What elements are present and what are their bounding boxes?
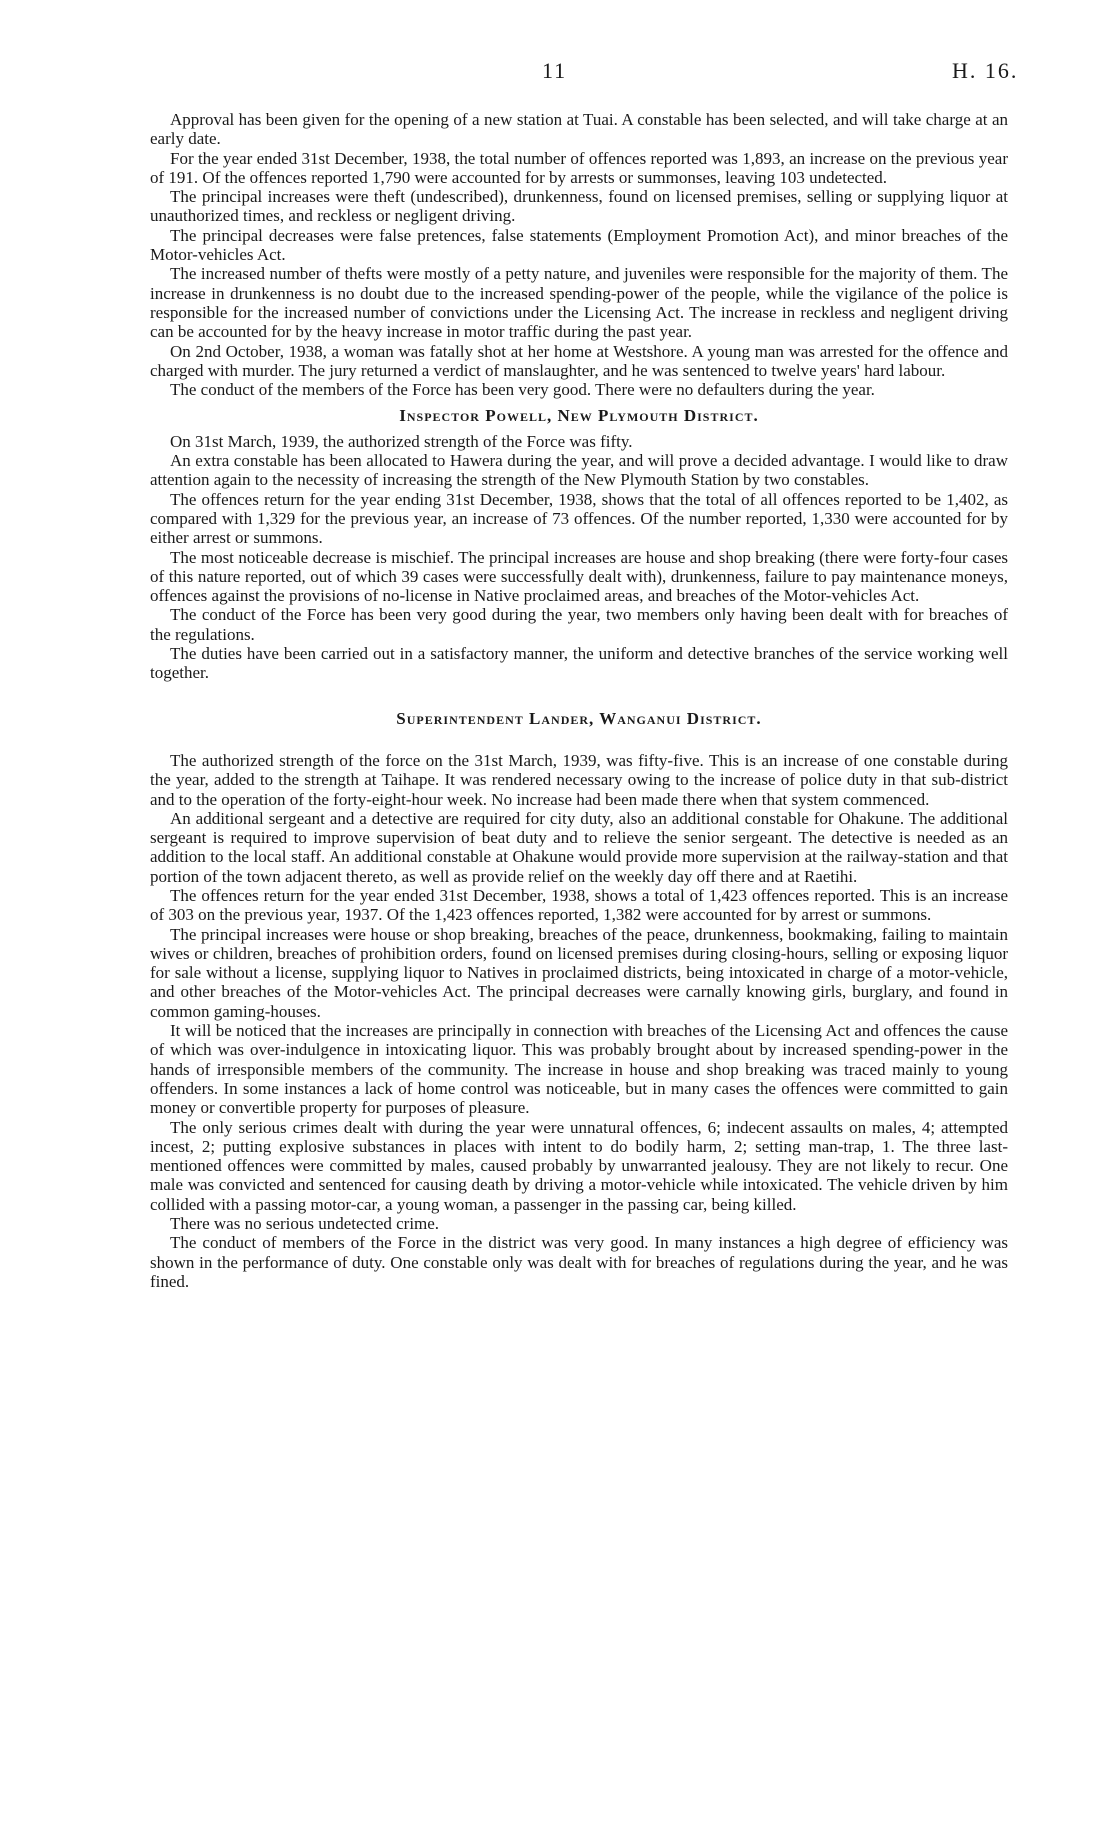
paragraph: The conduct of the Force has been very good during the year, two members only having been dealt with for breaches of the regulations. bbox=[150, 605, 1008, 644]
section-heading-new-plymouth: Inspector Powell, New Plymouth District. bbox=[399, 406, 759, 426]
paragraph: On 2nd October, 1938, a woman was fatally shot at her home at Westshore. A young man was arrested for the offence and charged with murder. The jury returned a verdict of manslaughter, and he was sentenced to twelve years' hard labour. bbox=[150, 341, 1008, 380]
paragraph: An extra constable has been allocated to Hawera during the year, and will prove a decided advantage. I would like to draw attention again to the necessity of increasing the strength of the New Plymouth Station by two constables. bbox=[150, 451, 1008, 490]
paragraph: The offences return for the year ending 31st December, 1938, shows that the total of all offences reported to be 1,402, as compared with 1,329 for the previous year, an increase of 73 offences. Of the number reported, 1,330 were accounted for by either arrest or summons. bbox=[150, 489, 1008, 548]
paragraph: The authorized strength of the force on the 31st March, 1939, was fifty-five. This is an increase of one constable during the year, added to the strength at Taihape. It was rendered necessary owing to the increase of police duty in that sub-district and to the operation of the forty-eight-hour week. No increase had been made there when that system commenced. bbox=[150, 750, 1008, 809]
paragraph: It will be noticed that the increases are principally in connection with breaches of the Licensing Act and offences the cause of which was over-indulgence in intoxicating liquor. This was probably brought about by increased spending-power in the hands of irresponsible members of the community. The increase in house and shop breaking was traced mainly to young offenders. In some instances a lack of home control was noticeable, but in many cases the offences were committed to gain money or convertible property for purposes of pleasure. bbox=[150, 1021, 1008, 1118]
paragraph: The conduct of the members of the Force has been very good. There were no defaulters during the year. bbox=[170, 380, 875, 400]
paragraph: The conduct of members of the Force in the district was very good. In many instances a high degree of efficiency was shown in the performance of duty. One constable only was dealt with for breaches of regulations during the year, and he was fined. bbox=[150, 1233, 1008, 1291]
paragraph: The increased number of thefts were mostly of a petty nature, and juveniles were responsible for the majority of them. The increase in drunkenness is no doubt due to the increased spending-power of the people, while the vigilance of the police is responsible for the increased number of convictions under the Licensing Act. The increase in reckless and negligent driving can be accounted for by the heavy increase in motor traffic during the past year. bbox=[150, 264, 1008, 342]
paragraph: The principal decreases were false pretences, false statements (Employment Promotion Act), and minor breaches of the Motor-vehicles Act. bbox=[150, 225, 1008, 265]
page-number: 11 bbox=[542, 58, 568, 83]
document-body bbox=[150, 110, 1008, 1291]
document-reference: H. 16. bbox=[952, 58, 1019, 83]
paragraph: Approval has been given for the opening of a new station at Tuai. A constable has been selected, and will take charge at an early date. bbox=[150, 110, 1008, 149]
page-header bbox=[0, 58, 1114, 88]
paragraph: There was no serious undetected crime. bbox=[170, 1214, 440, 1234]
paragraph: An additional sergeant and a detective are required for city duty, also an additional constable for Ohakune. The additional sergeant is required to improve supervision of beat duty and to relieve the senior sergeant. The detective is needed as an addition to the local staff. An additional constable at Ohakune would provide more supervision at the railway-station and that portion of the town adjacent thereto, as well as provide relief on the weekly day off there and at Raetihi. bbox=[150, 808, 1008, 886]
paragraph: The duties have been carried out in a satisfactory manner, the uniform and detective branches of the service working well together. bbox=[150, 644, 1008, 683]
paragraph: The principal increases were house or shop breaking, breaches of the peace, drunkenness, bookmaking, failing to maintain wives or children, breaches of prohibition orders, found on licensed premises during closing-hours, selling or exposing liquor for sale without a license, supplying liquor to Natives in proclaimed districts, being intoxicated in charge of a motor-vehicle, and other breaches of the Motor-vehicles Act. The principal decreases were carnally knowing girls, burglary, and found in common gaming-houses. bbox=[150, 924, 1008, 1021]
paragraph: The principal increases were theft (undescribed), drunkenness, found on licensed premises, selling or supplying liquor at unauthorized times, and reckless or negligent driving. bbox=[150, 187, 1008, 226]
section-heading-wanganui: Superintendent Lander, Wanganui District. bbox=[396, 708, 762, 728]
paragraph: For the year ended 31st December, 1938, the total number of offences reported was 1,893, an increase on the previous year of 191. Of the offences reported 1,790 were accounted for by arrests or summonses, leaving 103 undetected. bbox=[150, 148, 1008, 187]
paragraph: The only serious crimes dealt with during the year were unnatural offences, 6; indecent assaults on males, 4; attempted incest, 2; putting explosive substances in places with intent to do bodily harm, 2; setting man-trap, 1. The three last-mentioned offences were committed by males, caused probably by unwarranted jealousy. They are not likely to recur. One male was convicted and sentenced for causing death by driving a motor-vehicle while intoxicated. The vehicle driven by him collided with a passing motor-car, a young woman, a passenger in the passing car, being killed. bbox=[150, 1117, 1008, 1214]
paragraph: The offences return for the year ended 31st December, 1938, shows a total of 1,423 offences reported. This is an increase of 303 on the previous year, 1937. Of the 1,423 offences reported, 1,382 were accounted for by arrest or summons. bbox=[150, 885, 1008, 925]
paragraph: The most noticeable decrease is mischief. The principal increases are house and shop breaking (there were forty-four cases of this nature reported, out of which 39 cases were successfully dealt with), drunkenness, failure to pay maintenance moneys, offences against the provisions of no-license in Native proclaimed areas, and breaches of the Motor-vehicles Act. bbox=[150, 547, 1008, 606]
paragraph: On 31st March, 1939, the authorized strength of the Force was fifty. bbox=[170, 431, 633, 451]
